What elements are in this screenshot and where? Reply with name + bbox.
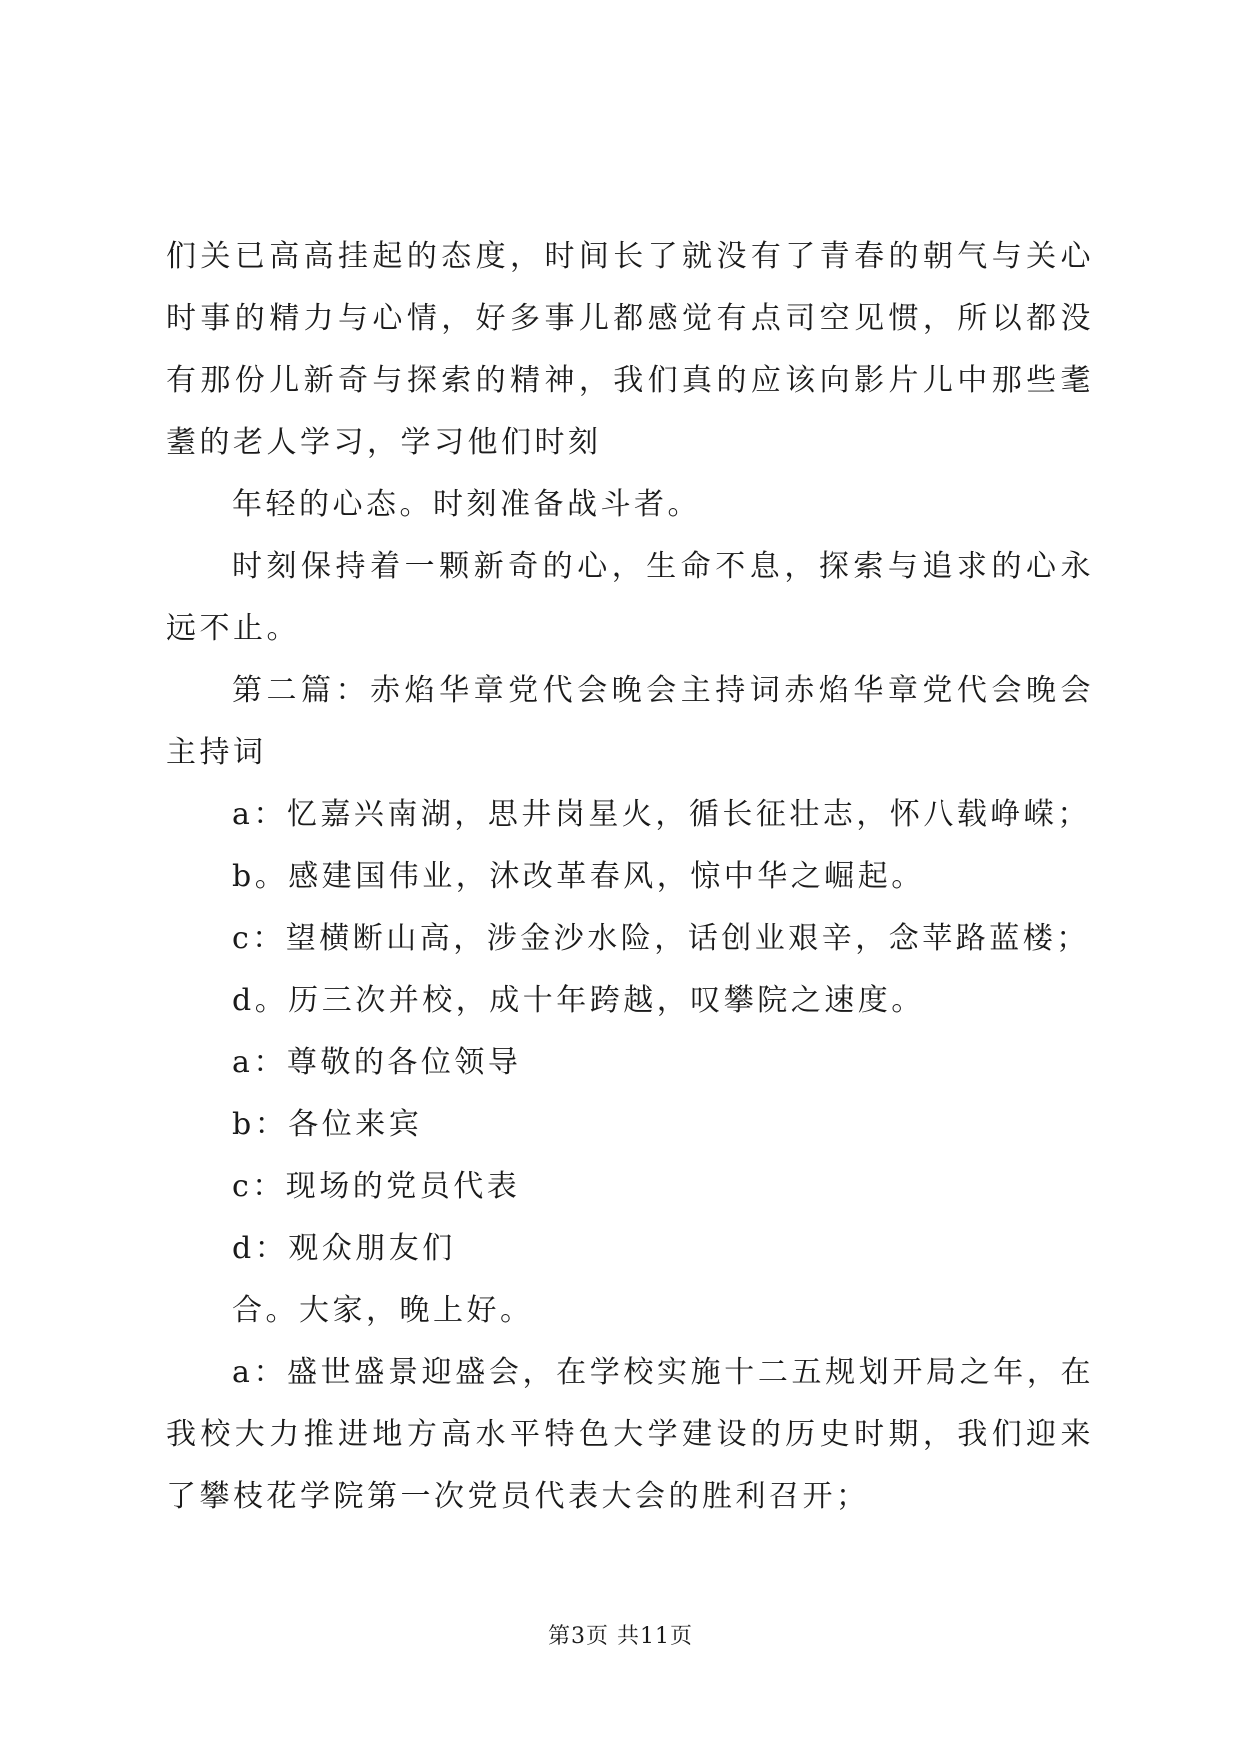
paragraph: d：观众朋友们	[232, 1231, 456, 1266]
paragraph: b。感建国伟业，沐改革春风，惊中华之崛起。	[232, 859, 925, 894]
paragraph: a：忆嘉兴南湖，思井岗星火，循长征壮志，怀八载峥嵘；	[232, 797, 1091, 832]
paragraph: 时刻保持着一颗新奇的心，生命不息，探索与追求的心永远不止。	[166, 549, 1094, 646]
paragraph: 合。大家，晚上好。	[232, 1293, 534, 1328]
paragraph: a：尊敬的各位领导	[232, 1045, 522, 1080]
paragraph: d。历三次并校，成十年跨越，叹攀院之速度。	[232, 983, 925, 1018]
paragraph: c：望横断山高，涉金沙水险，话创业艰辛，念苹路蓝楼；	[232, 921, 1090, 956]
paragraph: 们关已高高挂起的态度，时间长了就没有了青春的朝气与关心时事的精力与心情，好多事儿都感觉有点司空见惯，所以都没有那份儿新奇与探索的精神，我们真的应该向影片儿中那些耄耋的老人学习，学习他们时刻	[166, 239, 1094, 460]
paragraph: b：各位来宾	[232, 1107, 423, 1142]
page-number-footer: 第3页 共11页	[548, 1624, 693, 1649]
paragraph: c：现场的党员代表	[232, 1169, 521, 1204]
paragraph: a：盛世盛景迎盛会，在学校实施十二五规划开局之年，在我校大力推进地方高水平特色大学建设的历史时期，我们迎来了攀枝花学院第一次党员代表大会的胜利召开；	[166, 1355, 1094, 1514]
document-body	[166, 226, 1094, 1528]
section-heading-paragraph: 第二篇：赤焰华章党代会晚会主持词赤焰华章党代会晚会主持词	[166, 673, 1094, 770]
paragraph: 年轻的心态。时刻准备战斗者。	[232, 487, 701, 522]
